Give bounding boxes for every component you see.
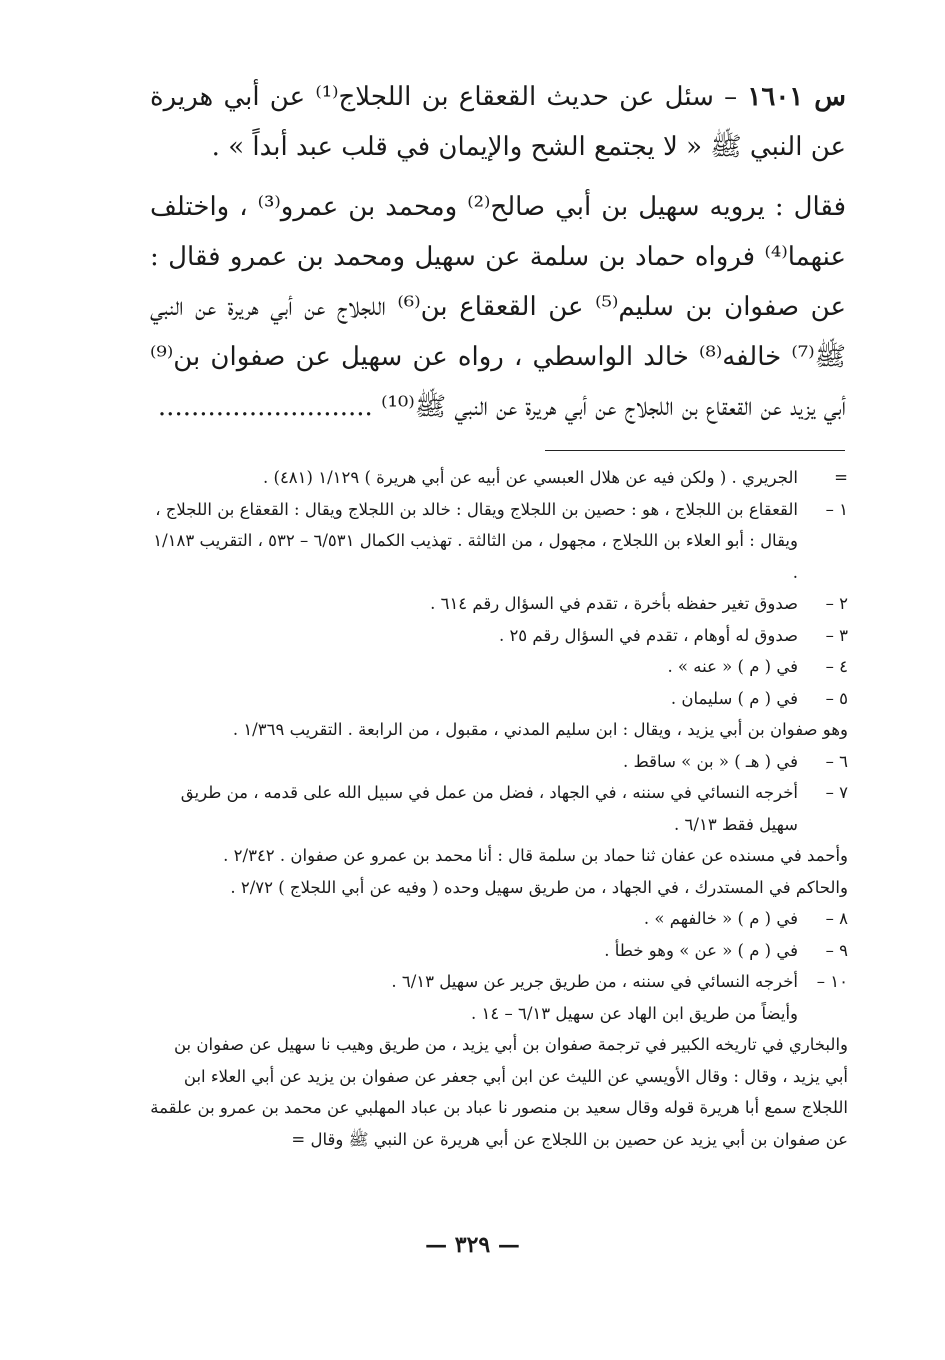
footnote-continuation <box>150 872 848 904</box>
footnote-continuation <box>150 714 848 746</box>
footnote-text: في ( م ) « عن » وهو خطأ . <box>604 940 798 960</box>
footnote-item <box>150 494 848 589</box>
footnote-item <box>150 966 848 998</box>
footnote-text: وأيضاً من طريق ابن الهاد عن سهيل ٦/١٣ – ١٤ . <box>471 1003 798 1023</box>
question-text: – سئل عن حديث القعقاع بن اللجلاج⁽¹⁾ عن أبي هريرة عن النبي ﷺ « لا يجتمع الشح والإيمان في قلب عبد أبداً » . <box>150 82 846 162</box>
question-paragraph <box>150 72 846 172</box>
footnote-text: صدوق تغير حفظه بأخرة ، تقدم في السؤال رقم ٦١٤ . <box>430 594 798 613</box>
question-number: س ١٦٠١ <box>747 82 846 112</box>
footnote-divider <box>545 450 845 451</box>
footnote-item <box>150 462 848 494</box>
footnote-text: في ( م ) « خالفهم » . <box>643 909 798 928</box>
footnote-item <box>150 620 848 652</box>
footnote-text: وأحمد في مسنده عن عفان ثنا حماد بن سلمة قال : أنا محمد بن عمرو عن صفوان . ٢/٣٤٢ . <box>223 846 848 865</box>
footnote-number: ٤ – <box>825 657 848 676</box>
footnote-text: والبخاري في تاريخه الكبير في ترجمة صفوان بن أبي يزيد ، من طريق وهيب نا سهيل عن صفوان بن أبي يزيد ، وقال : وقال الأويسي عن الليث عن ابن أبي جعفر عن صفوان بن يزيد عن أبي العلاء ابن اللجلاج سمع أبا هريرة قوله وقال سعيد بن منصور نا عباد بن عباد المهلبي عن محمد بن عمرو بن علقمة عن صفوان بن أبي يزيد عن حصين بن اللجلاج عن أبي هريرة عن النبي ﷺ وقال = <box>150 1035 848 1149</box>
footnote-number: ٨ – <box>825 909 848 928</box>
footnote-number: ٩ – <box>825 940 848 960</box>
footnote-number: ٢ – <box>825 594 848 613</box>
footnote-text: الجريري . ( ولكن فيه عن هلال العبسي عن أبيه عن أبي هريرة ) ١/١٢٩ (٤٨١) . <box>263 468 798 487</box>
footnote-text: صدوق له أوهام ، تقدم في السؤال رقم ٢٥ . <box>498 625 798 645</box>
footnote-text: أخرجه النسائي في سننه ، في الجهاد ، فضل من عمل في سبيل الله على قدمه ، من طريق سهيل فقط ٦/١٣ . <box>180 783 798 834</box>
footnote-continuation <box>150 1029 848 1155</box>
footnote-text: القعقاع بن اللجلاج ، هو : حصين بن اللجلاج ويقال : خالد بن اللجلاج ويقال : القعقاع بن اللجلاج ، ويقال : أبو العلاء بن اللجلاج ، مجهول ، من الثالثة . تهذيب الكمال ٦/٥٣١ – ٥٣٢ ، التقريب ١/١٨٣ . <box>153 499 798 582</box>
footnote-text: في ( م ) « عنه » . <box>667 657 798 676</box>
answer-paragraph: فقال : يرويه سهيل بن أبي صالح⁽²⁾ ومحمد بن عمرو⁽³⁾ ، واختلف عنهما⁽⁴⁾ فرواه حماد بن سلمة عن سهيل ومحمد بن عمرو فقال : عن صفوان بن سليم⁽⁵⁾ عن القعقاع بن⁽⁶⁾ اللجلاج عن أبي هريرة عن النبي ﷺ⁽⁷⁾ خالفه⁽⁸⁾ خالد الواسطي ، رواه عن سهيل عن صفوان بن⁽⁹⁾ أبي يزيد عن القعقاع بن اللجلاج عن أبي هريرة عن النبي ﷺ⁽¹⁰⁾ .......................... <box>150 192 847 422</box>
footnote-number: ١ – <box>825 499 848 519</box>
footnote-continuation <box>150 998 848 1030</box>
footnote-number: ٣ – <box>825 625 848 645</box>
footnote-number: ٦ – <box>825 751 848 771</box>
footnote-text: وهو صفوان بن أبي يزيد ، ويقال : ابن سليم المدني ، مقبول ، من الرابعة . التقريب ١/٣٦٩ . <box>232 720 848 739</box>
footnote-continuation <box>150 840 848 872</box>
footnote-number: = <box>834 468 848 487</box>
footnote-item <box>150 588 848 620</box>
footnote-number: ٥ – <box>825 688 848 708</box>
main-text <box>150 72 846 432</box>
page-number: — ٣٢٩ — <box>425 1232 520 1258</box>
footnote-text: أخرجه النسائي في سننه ، من طريق جرير عن سهيل ٦/١٣ . <box>391 972 798 991</box>
footnote-item <box>150 683 848 715</box>
footnote-item <box>150 746 848 778</box>
footnote-item <box>150 777 848 840</box>
footnote-item <box>150 935 848 967</box>
footnote-text: والحاكم في المستدرك ، في الجهاد ، من طريق سهيل وحده ( وفيه عن أبي اللجلاج ) ٢/٧٢ . <box>230 877 848 897</box>
footnote-number: ١٠ – <box>816 972 848 991</box>
footnote-item <box>150 903 848 935</box>
footnote-item <box>150 651 848 683</box>
footnote-text: في ( م ) سليمان . <box>670 688 798 708</box>
footnote-number: ٧ – <box>825 783 848 802</box>
footnote-text: في ( هـ ) « بن » ساقط . <box>623 751 798 771</box>
footnotes <box>150 462 848 1155</box>
